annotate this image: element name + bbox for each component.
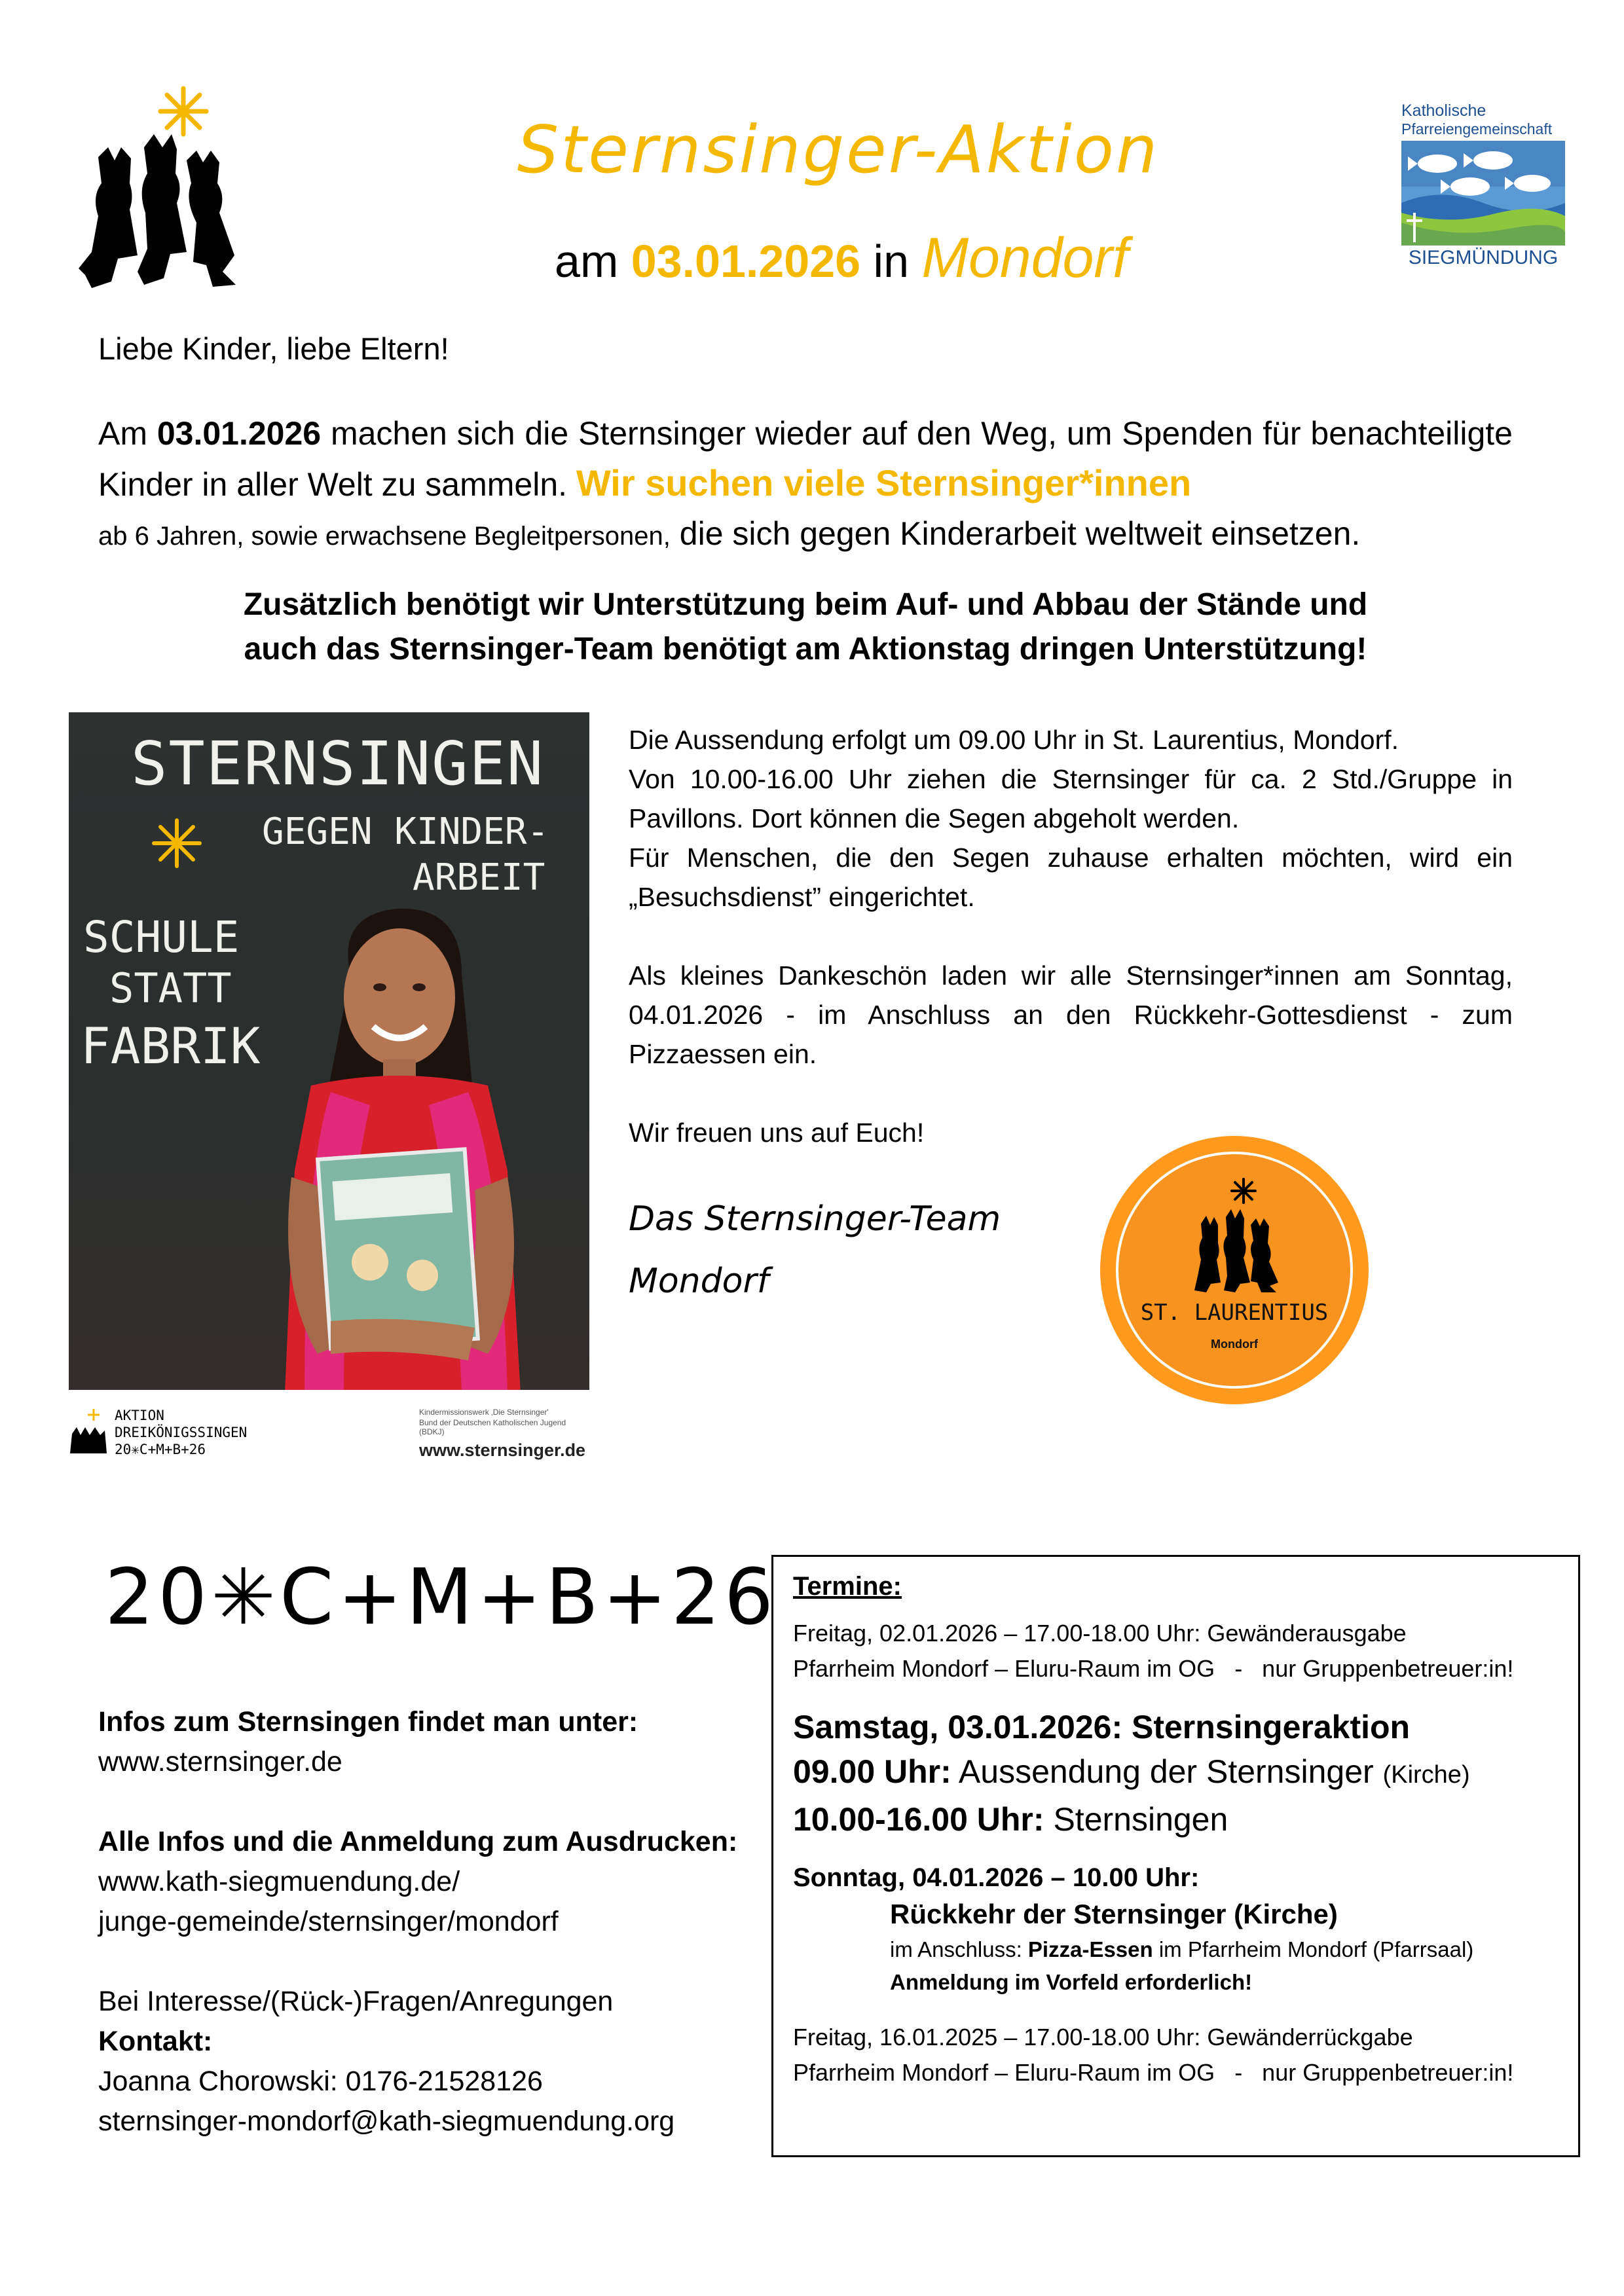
badge-inner-ring (1116, 1152, 1353, 1389)
signature (629, 1188, 1001, 1313)
details-paragraph-1 (629, 720, 1513, 917)
intro-text-a: Am (98, 415, 147, 452)
parish-logo (1401, 101, 1565, 278)
schedule-item-1b: Pfarrheim Mondorf – Eluru-Raum im OG - nur Gruppenbetreuer:in! (793, 1655, 1514, 1682)
support-line-1: Zusätzlich benötigt wir Unterstützung beim Auf- und Abbau der Stände und (243, 587, 1368, 622)
event-date-line (498, 226, 1185, 291)
page-title: Sternsinger-Aktion (517, 111, 1160, 188)
poster-footer-url[interactable]: www.sternsinger.de (419, 1440, 586, 1460)
contact-heading: Kontakt: (98, 2026, 213, 2057)
event-date: 03.01.2026 (631, 236, 861, 287)
details-visit-service: Für Menschen, die den Segen zuhause erhalten möchten, wird ein „Besuchsdienst” eingerichtet. (629, 843, 1513, 912)
contact-email[interactable]: sternsinger-mondorf@kath-siegmuendung.org (98, 2105, 675, 2137)
badge-kings-icon (1188, 1178, 1286, 1292)
campaign-poster (69, 712, 589, 1390)
schedule-item-3b-pre: im Anschluss: (890, 1937, 1022, 1961)
poster-line-4: SCHULE (83, 912, 240, 962)
poster-line-6: FABRIK (81, 1017, 261, 1075)
poster-line-1: STERNSINGEN (131, 729, 545, 799)
subtitle-prefix: am (555, 236, 619, 287)
schedule-box (771, 1555, 1580, 2157)
subtitle-in: in (873, 236, 910, 287)
schedule-item-4a: Freitag, 16.01.2025 – 17.00-18.00 Uhr: Gewänderrückgabe (793, 2024, 1413, 2050)
schedule-item-4b: Pfarrheim Mondorf – Eluru-Raum im OG - nur Gruppenbetreuer:in! (793, 2059, 1514, 2086)
schedule-item-3b-bold: Pizza-Essen (1027, 1937, 1153, 1961)
event-place: Mondorf (921, 227, 1128, 289)
parish-logo-name: SIEGMÜNDUNG (1408, 247, 1559, 268)
info-questions: Bei Interesse/(Rück-)Fragen/Anregungen (98, 1986, 614, 2017)
badge-name: ST. LAURENTIUS (1140, 1300, 1329, 1326)
schedule-heading: Termine: (793, 1572, 902, 1601)
poster-footer-logo-1: AKTION (115, 1408, 164, 1423)
poster-line-2: GEGEN KINDER- (262, 811, 549, 853)
schedule-item-2a (793, 1749, 1559, 1797)
girl-with-book-image (232, 896, 573, 1390)
schedule-item-3-head: Sonntag, 04.01.2026 – 10.00 Uhr: (793, 1863, 1200, 1892)
poster-line-3: ARBEIT (413, 856, 545, 899)
schedule-item-3a: Rückkehr der Sternsinger (Kirche) (890, 1899, 1338, 1929)
info-heading-2: Alle Infos und die Anmeldung zum Ausdrucken: (98, 1826, 738, 1857)
poster-footer-small-2: Bund der Deutschen Katholischen Jugend (BDKJ) (419, 1418, 566, 1436)
st-laurentius-badge (1100, 1136, 1369, 1404)
event-details (629, 720, 1513, 1192)
schedule-item-1a: Freitag, 02.01.2026 – 17.00-18.00 Uhr: Gewänderausgabe (793, 1620, 1407, 1647)
greeting: Liebe Kinder, liebe Eltern! (98, 331, 449, 366)
schedule-item-2b (793, 1797, 1559, 1842)
cmb-blessing: 20✳C+M+B+26 (105, 1552, 777, 1642)
schedule-item-2a-small: (Kirche) (1382, 1761, 1470, 1789)
support-line-2: auch das Sternsinger-Team benötigt am Aktionstag dringen Unterstützung! (244, 632, 1367, 666)
info-url-2b[interactable]: junge-gemeinde/sternsinger/mondorf (98, 1906, 559, 1937)
schedule-item-2a-time: 09.00 Uhr: (793, 1753, 951, 1790)
fish-logo-icon (1401, 141, 1565, 246)
parish-logo-line1: Katholische (1401, 101, 1486, 120)
poster-footer-logo-3: 20✳C+M+B+26 (115, 1442, 206, 1457)
poster-footer (69, 1401, 589, 1473)
intro-date: 03.01.2026 (157, 415, 322, 452)
support-notice (98, 583, 1513, 672)
poster-footer-logo-2: DREIKÖNIGSSINGEN (115, 1425, 248, 1440)
details-thanks: Als kleines Dankeschön laden wir alle Sternsinger*innen am Sonntag, 04.01.2026 - im Anschluss an den Rückkehr-Gottesdienst - zum Pizzaessen ein. (629, 960, 1513, 1069)
details-times: Von 10.00-16.00 Uhr ziehen die Sternsinger für ca. 2 Std./Gruppe in Pavillons. Dort können die Segen abgeholt werden. (629, 764, 1513, 833)
intro-small-text: ab 6 Jahren, sowie erwachsene Begleitpersonen, (98, 522, 671, 551)
schedule-item-3c: Anmeldung im Vorfeld erforderlich! (890, 1970, 1253, 1994)
badge-place: Mondorf (1211, 1338, 1258, 1351)
details-closing: Wir freuen uns auf Euch! (629, 1118, 925, 1148)
info-heading-1: Infos zum Sternsingen findet man unter: (98, 1706, 638, 1738)
intro-text-c: die sich gegen Kinderarbeit weltweit einsetzen. (679, 515, 1361, 552)
intro-paragraph (98, 409, 1513, 561)
schedule-item-3b (793, 1933, 1559, 1966)
signature-line-1: Das Sternsinger-Team (629, 1199, 1001, 1239)
intro-text-b: machen sich die Sternsinger wieder auf den Weg, um Spenden für benachteiligte Kinder in aller Welt zu sammeln. (98, 415, 1513, 503)
signature-line-2: Mondorf (629, 1262, 769, 1301)
schedule-item-3b-post: im Pfarrheim Mondorf (Pfarrsaal) (1158, 1937, 1474, 1961)
schedule-item-2-head: Samstag, 03.01.2026: Sternsingeraktion (793, 1709, 1411, 1745)
intro-highlight: Wir suchen viele Sternsinger*innen (576, 462, 1192, 503)
details-sending: Die Aussendung erfolgt um 09.00 Uhr in St. Laurentius, Mondorf. (629, 725, 1399, 755)
poster-footer-small-1: Kindermissionswerk ‚Die Sternsinger' (419, 1408, 549, 1417)
schedule-item-2a-text: Aussendung der Sternsinger (958, 1753, 1374, 1790)
info-url-1[interactable]: www.sternsinger.de (98, 1746, 342, 1777)
poster-line-5: STATT (109, 964, 232, 1012)
schedule-item-2b-time: 10.00-16.00 Uhr: (793, 1801, 1044, 1838)
parish-logo-line2: Pfarreiengemeinschaft (1401, 120, 1553, 137)
contact-person: Joanna Chorowski: 0176-21528126 (98, 2066, 543, 2097)
info-contact (98, 1702, 753, 2141)
three-kings-logo-icon (72, 85, 268, 295)
small-kings-logo-icon (69, 1408, 108, 1457)
poster-star-icon (151, 817, 203, 869)
info-url-2a[interactable]: www.kath-siegmuendung.de/ (98, 1866, 460, 1897)
schedule-item-2b-text: Sternsingen (1053, 1801, 1228, 1838)
